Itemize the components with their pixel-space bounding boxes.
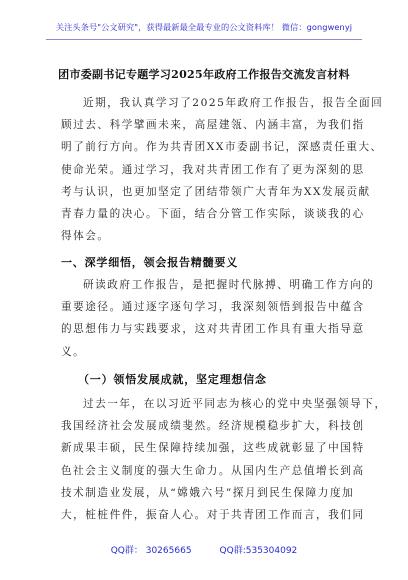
paragraph-line: 考与认识，也更加坚定了团结带领广大青年为XX发展贡献 <box>61 185 371 198</box>
footer-contacts <box>0 543 408 556</box>
intro-paragraph <box>61 92 384 247</box>
section-heading-1: 一、深学细悟，领会报告精髓要义 <box>61 256 238 269</box>
paragraph-line: 青春力量的决心。下面，结合分管工作实际，谈谈我的心 <box>61 208 365 221</box>
paragraph-line: 的思想伟力与实践要求，这对共青团工作具有重大指导意 <box>61 323 365 336</box>
paragraph-line: 顾过去、科学擘画未来，高屋建瓴、内涵丰富，为我们指 <box>61 119 365 132</box>
paragraph-line: 我国经济社会发展成绩斐然。经济规模稳步扩大，科技创 <box>61 420 365 433</box>
paragraph-line: 义。 <box>61 345 86 358</box>
subsection1-paragraph <box>61 393 387 526</box>
paragraph-line: 过去一年，在以习近平同志为核心的党中央坚强领导下， <box>83 398 387 410</box>
paragraph-line: 得体会。 <box>61 230 110 243</box>
paragraph-line: 使命光荣。通过学习，我对共青团工作有了更为深刻的思 <box>61 163 365 176</box>
header-divider <box>46 39 362 40</box>
paragraph-line: 色社会主义制度的强大生命力。从国内生产总值增长到高 <box>61 464 365 477</box>
section1-paragraph <box>61 274 375 363</box>
paragraph-line: 研读政府工作报告，是把握时代脉搏、明确工作方向的 <box>83 279 375 291</box>
paragraph-line: 技术制造业发展，从“嫦娥六号”探月到民生保障力度加 <box>61 486 355 499</box>
paragraph-line: 新成果丰硕，民生保障持续加强，这些成就彰显了中国特 <box>61 442 365 455</box>
paragraph-line: 近期，我认真学习了2025年政府工作报告，报告全面回 <box>83 97 384 109</box>
document-title: 团市委副书记专题学习2025年政府工作报告交流发言材料 <box>58 68 350 81</box>
paragraph-line: 明了前行方向。作为共青团XX市委副书记，深感责任重大、 <box>61 141 383 154</box>
qq-group-1: QQ群： 30265665 <box>110 546 192 556</box>
header-notice: 关注头条号"公文研究"，获得最新最全最专业的公文资料库！ 微信：gongwenyj <box>55 22 353 32</box>
paragraph-line: 大，桩桩件件，振奋人心。对于共青团工作而言，我们同 <box>61 509 365 522</box>
subsection-heading-1: （一）领悟发展成就，坚定理想信念 <box>78 373 267 386</box>
paragraph-line: 重要途径。通过逐字逐句学习，我深刻领悟到报告中蕴含 <box>61 301 365 314</box>
qq-group-2: QQ群:535304092 <box>219 546 298 556</box>
